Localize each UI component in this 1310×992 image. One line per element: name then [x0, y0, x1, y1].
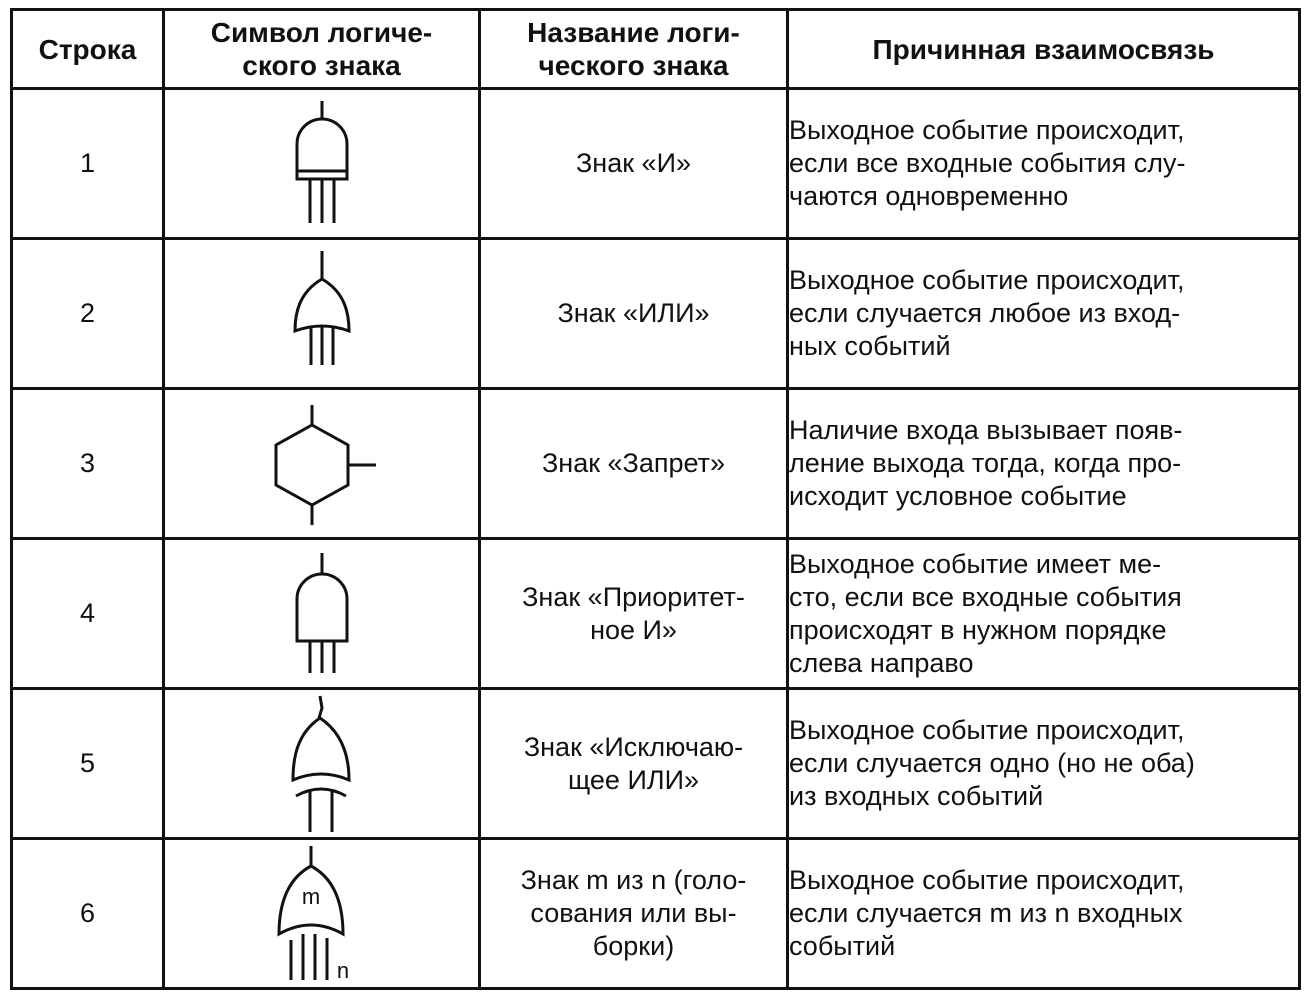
table-row [12, 89, 1300, 239]
sign-name [480, 389, 788, 539]
header-name [480, 10, 788, 89]
row-number: 2 [12, 239, 164, 389]
sign-name-line: Знак «Исключаю- [523, 731, 744, 762]
relation-text [788, 239, 1300, 389]
sign-name-line: сования или вы- [530, 898, 737, 928]
relation-line: ных событий [789, 331, 951, 361]
sign-name-line: ное И» [590, 614, 677, 645]
sign-name [480, 239, 788, 389]
relation-text [788, 539, 1300, 689]
relation-line: Выходное событие происходит, [789, 265, 1185, 295]
m-label: m [301, 883, 320, 909]
header-row-number: Строка [12, 10, 164, 89]
row-number: 5 [12, 689, 164, 839]
table-row [12, 239, 1300, 389]
sign-name-line: Знак «И» [576, 148, 691, 178]
or-gate-icon [282, 249, 362, 379]
relation-line: Выходное событие имеет ме- [789, 548, 1162, 579]
relation-line: сто, если все входные события [789, 581, 1182, 612]
symbol-cell [164, 689, 480, 839]
table-row [12, 539, 1300, 689]
relation-line: событий [789, 931, 896, 961]
relation-text [788, 689, 1300, 839]
exclusive-or-gate-icon [282, 694, 362, 834]
relation-line: Наличие входа вызывает появ- [789, 415, 1183, 445]
header-symbol [164, 10, 480, 89]
relation-text [788, 389, 1300, 539]
sign-name [480, 689, 788, 839]
header-name-line: Название логи- [527, 17, 740, 48]
relation-line: если все входные события слу- [789, 148, 1186, 178]
sign-name-line: Знак «Запрет» [541, 448, 726, 478]
sign-name-line: Знак «Приоритет- [522, 581, 745, 612]
sign-name [480, 839, 788, 989]
sign-name-line: щее ИЛИ» [568, 764, 699, 795]
relation-line: из входных событий [789, 781, 1044, 811]
relation-line: если случается одно (но не оба) [789, 748, 1195, 778]
m-of-n-gate-icon [267, 844, 377, 984]
relation-text [788, 89, 1300, 239]
row-number: 3 [12, 389, 164, 539]
table-row [12, 839, 1300, 989]
symbol-cell [164, 89, 480, 239]
relation-text [788, 839, 1300, 989]
relation-line: Выходное событие происходит, [789, 865, 1185, 895]
relation-line: чаются одновременно [789, 181, 1069, 211]
sign-name-line: Знак «ИЛИ» [557, 298, 710, 328]
header-symbol-line: Символ логиче- [210, 17, 433, 48]
header-symbol-line: ского знака [242, 50, 401, 81]
header-row [12, 10, 1300, 89]
sign-name [480, 539, 788, 689]
logic-signs-table [10, 8, 1301, 990]
row-number: 1 [12, 89, 164, 239]
symbol-cell [164, 539, 480, 689]
relation-line: слева направо [789, 647, 974, 678]
relation-line: исходит условное событие [789, 481, 1127, 511]
sign-name-line: борки) [592, 931, 675, 961]
symbol-cell [164, 389, 480, 539]
and-gate-icon [282, 99, 362, 229]
symbol-cell [164, 239, 480, 389]
relation-line: ление выхода тогда, когда про- [789, 448, 1182, 478]
relation-line: если случается m из n входных [789, 898, 1183, 928]
n-label: n [336, 957, 349, 983]
symbol-cell [164, 839, 480, 989]
table-row [12, 389, 1300, 539]
inhibit-gate-icon [262, 399, 382, 529]
sign-name [480, 89, 788, 239]
header-name-line: ческого знака [538, 50, 729, 81]
row-number: 4 [12, 539, 164, 689]
priority-and-gate-icon [282, 549, 362, 679]
header-relation: Причинная взаимосвязь [788, 10, 1300, 89]
relation-line: Выходное событие происходит, [789, 115, 1185, 145]
relation-line: Выходное событие происходит, [789, 715, 1185, 745]
relation-line: происходят в нужном порядке [789, 614, 1167, 645]
relation-line: если случается любое из вход- [789, 298, 1181, 328]
row-number: 6 [12, 839, 164, 989]
sign-name-line: Знак m из n (голо- [520, 865, 747, 895]
table-row [12, 689, 1300, 839]
